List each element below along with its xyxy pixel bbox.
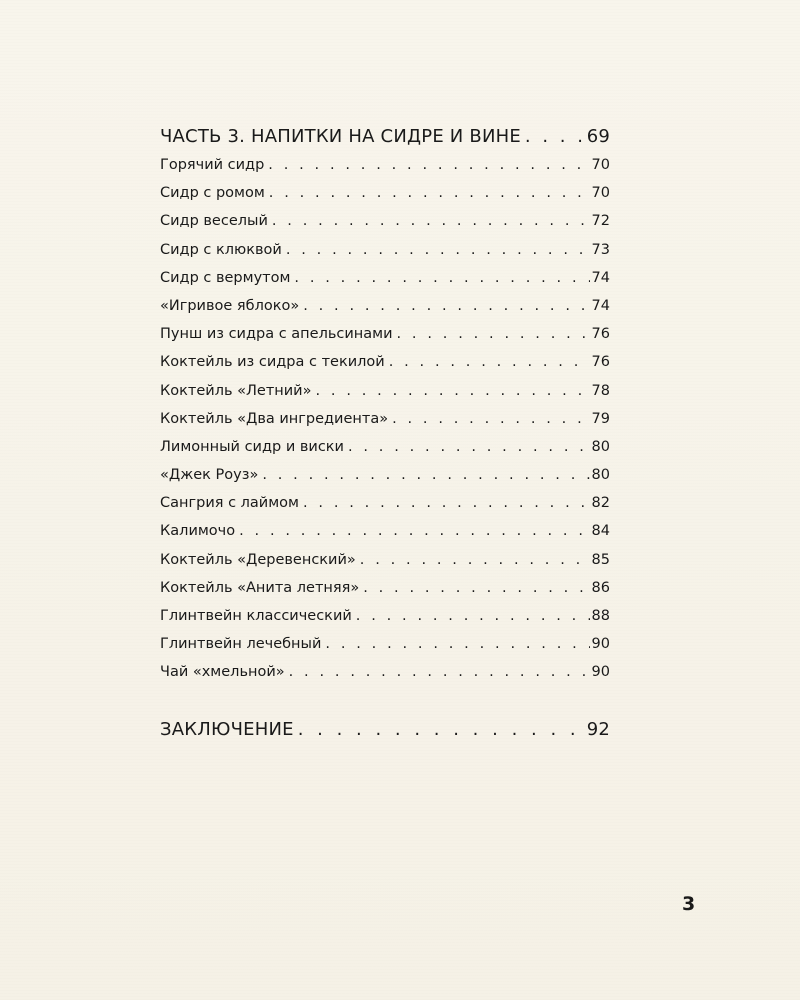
- toc-entry[interactable]: [160, 517, 610, 545]
- toc-leader-dots: [356, 602, 590, 630]
- toc-leader-dots: [286, 236, 590, 264]
- toc-part-title: ЧАСТЬ 3. НАПИТКИ НА СИДРЕ И ВИНЕ: [160, 126, 521, 147]
- toc-entry[interactable]: [160, 405, 610, 433]
- toc-entry[interactable]: [160, 574, 610, 602]
- toc-entry-title: «Джек Роуз»: [160, 467, 259, 484]
- toc-leader-dots: [298, 715, 585, 745]
- toc-entry[interactable]: [160, 348, 610, 376]
- toc-entry-title: Коктейль «Летний»: [160, 382, 312, 399]
- toc-page-number: 74: [591, 269, 610, 286]
- toc-leader-dots: [269, 179, 590, 207]
- toc-entry-title: Чай «хмельной»: [160, 664, 285, 681]
- toc-leader-dots: [294, 264, 589, 292]
- toc-entry-title: Коктейль «Два ингредиента»: [160, 410, 389, 427]
- toc-page-number: 92: [586, 718, 610, 740]
- toc-entry-title: Горячий сидр: [160, 157, 265, 173]
- toc-entry[interactable]: [160, 236, 610, 264]
- toc-entry-title: Сангрия с лаймом: [160, 495, 299, 512]
- toc-entry-title: Пунш из сидра с апельсинами: [160, 326, 393, 343]
- toc-leader-dots: [348, 433, 590, 461]
- toc-entry[interactable]: [160, 433, 610, 461]
- toc-page-number: 90: [591, 664, 610, 681]
- toc-page-number: 79: [591, 410, 610, 427]
- toc-entry-title: Сидр с клюквой: [160, 241, 282, 258]
- toc-entry[interactable]: [160, 546, 610, 574]
- toc-leader-dots: [360, 546, 590, 574]
- toc-part-heading[interactable]: [160, 122, 610, 151]
- toc-entry[interactable]: [160, 377, 610, 405]
- toc-leader-dots: [262, 461, 589, 489]
- toc-conclusion-title: ЗАКЛЮЧЕНИЕ: [160, 718, 294, 740]
- toc-entry[interactable]: [160, 489, 610, 517]
- toc-page-number: 69: [586, 126, 610, 147]
- toc-entry[interactable]: [160, 602, 610, 630]
- toc-entry-title: Лимонный сидр и виски: [160, 438, 344, 455]
- page-folio-number: 3: [682, 893, 696, 915]
- toc-page-number: 70: [591, 157, 610, 173]
- toc-entry-title: Глинтвейн лечебный: [160, 636, 322, 653]
- toc-entry-title: Глинтвейн классический: [160, 608, 352, 624]
- toc-page-number: 86: [591, 579, 610, 596]
- toc-entry[interactable]: [160, 207, 610, 235]
- toc-entry-title: Коктейль из сидра с текилой: [160, 354, 385, 371]
- toc-entry[interactable]: [160, 292, 610, 320]
- toc-leader-dots: [389, 348, 590, 376]
- toc-leader-dots: [397, 320, 590, 348]
- toc-leader-dots: [289, 658, 590, 686]
- toc-entry[interactable]: [160, 461, 610, 489]
- toc-page-number: 73: [591, 241, 610, 258]
- toc-leader-dots: [303, 489, 590, 517]
- toc-page-number: 76: [591, 354, 610, 371]
- toc-page-number: 85: [591, 551, 610, 568]
- toc-leader-dots: [325, 630, 589, 658]
- toc-entry[interactable]: [160, 151, 610, 179]
- toc-leader-dots: [268, 151, 589, 179]
- table-of-contents: [160, 122, 610, 745]
- toc-leader-dots: [525, 122, 585, 151]
- toc-entry-title: Коктейль «Деревенский»: [160, 551, 356, 568]
- toc-page-number: 70: [591, 185, 610, 202]
- toc-leader-dots: [315, 377, 589, 405]
- toc-entry[interactable]: [160, 630, 610, 658]
- toc-page-number: 74: [591, 297, 610, 314]
- toc-entry-title: Сидр веселый: [160, 213, 268, 230]
- toc-leader-dots: [239, 517, 589, 545]
- toc-leader-dots: [272, 207, 590, 235]
- toc-entry-title: Коктейль «Анита летняя»: [160, 579, 360, 596]
- toc-entry[interactable]: [160, 179, 610, 207]
- toc-entry[interactable]: [160, 320, 610, 348]
- toc-leader-dots: [303, 292, 589, 320]
- toc-page-number: 80: [591, 467, 610, 484]
- toc-page-number: 82: [591, 495, 610, 512]
- toc-entry[interactable]: [160, 658, 610, 686]
- toc-page-number: 80: [591, 438, 610, 455]
- toc-page-number: 78: [591, 382, 610, 399]
- toc-leader-dots: [363, 574, 589, 602]
- toc-page-number: 88: [591, 608, 610, 624]
- toc-page-number: 84: [591, 523, 610, 540]
- toc-conclusion[interactable]: [160, 715, 610, 745]
- toc-entry-title: «Игривое яблоко»: [160, 297, 300, 314]
- toc-entry-title: Калимочо: [160, 523, 236, 540]
- toc-entry[interactable]: [160, 264, 610, 292]
- toc-entry-title: Сидр с ромом: [160, 185, 265, 202]
- toc-page-number: 72: [591, 213, 610, 230]
- toc-leader-dots: [392, 405, 589, 433]
- toc-page-number: 76: [591, 326, 610, 343]
- toc-entry-title: Сидр с вермутом: [160, 269, 291, 286]
- toc-page-number: 90: [591, 636, 610, 653]
